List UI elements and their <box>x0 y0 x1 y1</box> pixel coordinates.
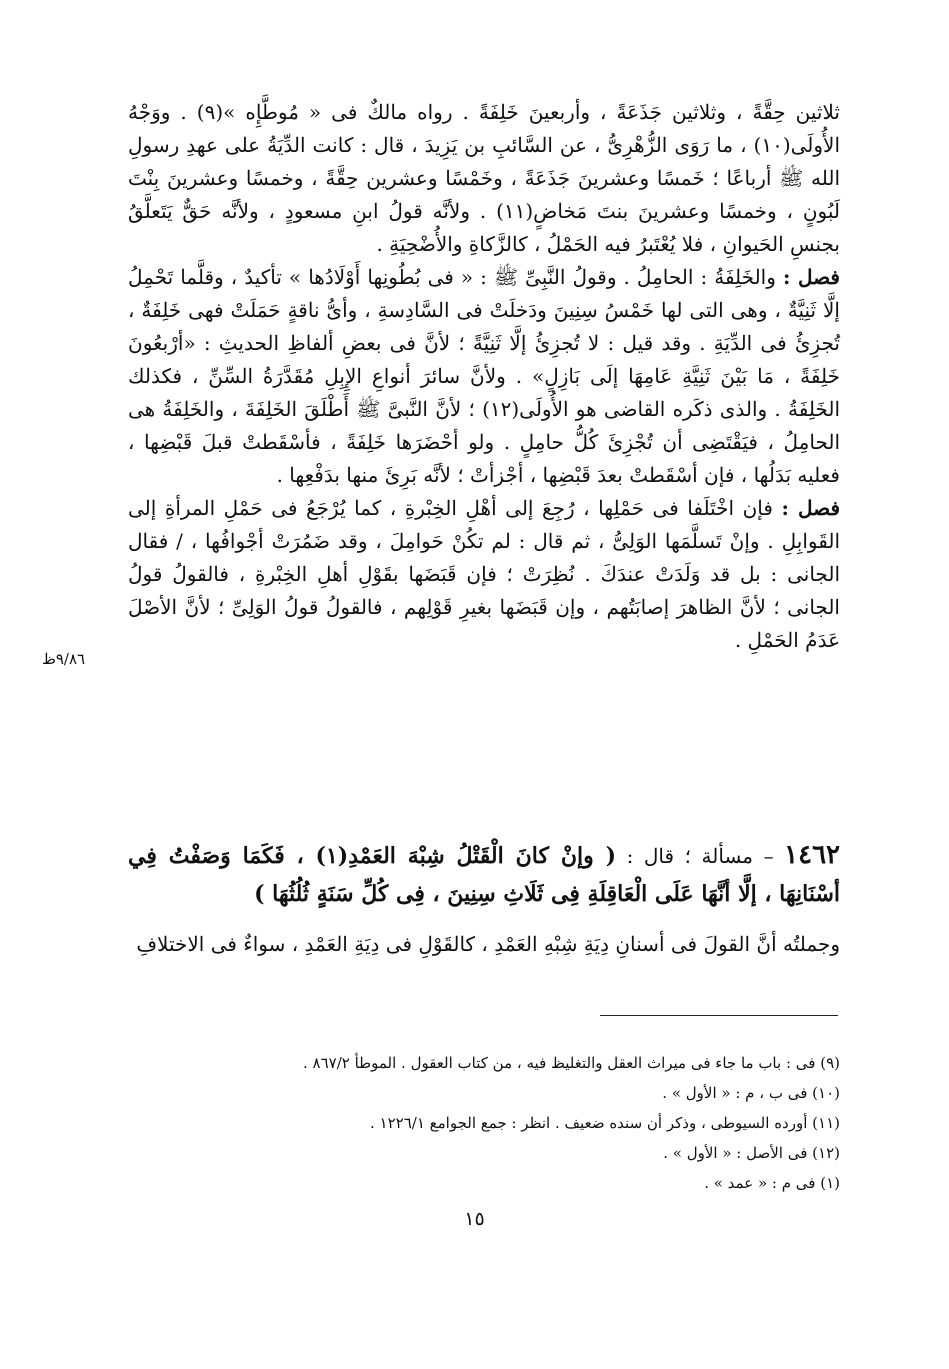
paragraph-2 <box>128 261 840 492</box>
paragraph-text: والخَلِفَةُ : الحامِلُ . وقولُ النَّبِىِّ ﷺ : « فى بُطُونِها أَوْلَادُها » تأكيدٌ ، وقلَّما تَحْمِلُ إلَّا ثَنِيَّةٌ ، وهى التى لها خَمْسُ سِنِينَ ودَخلَتْ فى السَّادِسةِ ، وأىُّ ناقةٍ حَمَلَتْ فهى خَلِفَةٌ ، تُجزِئُ فى الدِّيَةِ . وقد قيل : لا تُجزِئُ إلَّا ثَنِيَّةً ؛ لأنَّ فى بعضِ ألفاظِ الحديثِ : «أرْبعُونَ خَلِفَةً ، مَا بَيْنَ ثَنِيَّةِ عَامِهَا إلَى بَازِلٍ» . ولأنَّ سائرَ أنواعِ الإِبِلِ مُقَدَّرَةُ السِّنِّ ، فكذلك الخَلِفَةُ . والذى ذكَره القاضى هو الأُولَى(١٢) ؛ لأنَّ النَّبىَّ ﷺ أَطْلَقَ الخَلِفَةَ ، والخَلِفَةُ هى الحامِلُ ، فيَقْتَضِى أن تُجْزِئَ كُلُّ حامِلٍ . ولو أحْضَرَها خَلِفَةً ، فأسْقَطتْ قبلَ قَبْضِها ، فعليه بَدَلُها ، فإن أسْقَطتْ بعدَ قَبْضِها ، أجْزأتْ ؛ لأنَّه بَرِئَ منها بدَفْعِها . <box>128 265 840 487</box>
footnote-item: (٩) فى : باب ما جاء فى ميراث العقل والتغليظ فيه ، من كتاب العقول . الموطأ ٨٦٧/٢ . <box>303 1054 840 1072</box>
paragraph-1 <box>128 96 840 261</box>
masala-quote: ( وإنْ كانَ الْقَتْلُ شِبْهَ العَمْدِ(١) ، فَكَمَا وَصَفْتُ فِي أسْنَانِهَا ، إلَّا أنَّهَا عَلَى الْعَاقِلَةِ فِى ثَلَاثِ سِنِينَ ، فِى كُلِّ سَنَةٍ ثُلُثُهَا ) <box>128 843 840 907</box>
masala-intro: – مسألة ؛ قال : <box>616 844 785 868</box>
section-lead: فصل : <box>782 265 840 289</box>
paragraph-text: ثلاثين حِقَّةً ، وثلاثين جَذَعَةً ، وأربعينَ خَلِفَةً . رواه مالكٌ فى « مُوطَّإِه »(٩) . ووَجْهُ الأُولَى(١٠) ، ما رَوَى الزُّهْرِىُّ ، عن السَّائبِ بن يَزِيدَ ، قال : كانت الدِّيَةُ على عهدِ رسولِ الله ﷺ أرباعًا ؛ خَمسًا وعشرينَ جَذَعَةً ، وخَمْسًا وعشرين حِقَّةً ، وخمسًا وعشرينَ بِنْتَ لَبُونٍ ، وخمسًا وعشرينَ بنتَ مَخاضٍ(١١) . ولأنَّه قولُ ابنِ مسعودٍ ، ولأنَّه حَقٌّ يَتَعلَّقُ بجنسِ الحَيوانِ ، فلا يُعْتَبرُ فيه الحَمْلُ ، كالزَّكاةِ والأُضْحِيَةِ . <box>128 100 841 256</box>
section-lead: فصل : <box>781 496 841 520</box>
page-number: ١٥ <box>464 1208 485 1230</box>
footnotes <box>128 1048 840 1198</box>
footnote-item: (١٠) فى ب ، م : « الأول » . <box>662 1084 840 1102</box>
masala-heading <box>128 836 840 913</box>
footnote-item: (١٢) فى الأصل : « الأول » . <box>663 1144 840 1162</box>
footnote-item: (١١) أورده السيوطى ، وذكر أن سنده ضعيف . انظر : جمع الجوامع ١٢٢٦/١ . <box>370 1114 840 1132</box>
manuscript-folio-note: ٩/٨٦ظ <box>42 650 86 668</box>
paragraph-text: فإن اخْتَلَفا فى حَمْلِها ، رُجِعَ إلى أهْلِ الخِبْرةِ ، كما يُرْجَعُ فى حَمْلِ المرأةِ إلى القَوابِلِ . وإنْ تَسلَّمَها الوَلِىُّ ، ثم قال : لم تكُنْ حَوامِلَ ، وقد ضَمُرَتْ أجْوافُها ، / فقال الجانى : بل قد وَلَدَتْ عندَكَ . نُظِرَتْ ؛ فإن قَبَضَها بقَوْلِ أهلِ الخِبْرةِ ، فالقولُ قولُ الجانى ؛ لأنَّ الظاهرَ إصابَتُهم ، وإن قَبَضَها بغيرِ قَوْلِهم ، فالقولُ قولُ الوَلِىِّ ؛ لأنَّ الأصْلَ عَدَمُ الحَمْلِ . <box>128 496 841 652</box>
main-text <box>128 96 840 657</box>
footnote-item: (١) فى م : « عمد » . <box>704 1174 840 1192</box>
masala-number: ١٤٦٢ <box>784 840 841 870</box>
commentary-text: وجملتُه أنَّ القولَ فى أسنانِ دِيَةِ شِبْهِ العَمْدِ ، كالقَوْلِ فى دِيَةِ العَمْدِ ، سواءٌ فى الاختلافِ <box>136 932 840 956</box>
paragraph-3 <box>128 492 840 657</box>
footnote-divider <box>600 1015 838 1016</box>
